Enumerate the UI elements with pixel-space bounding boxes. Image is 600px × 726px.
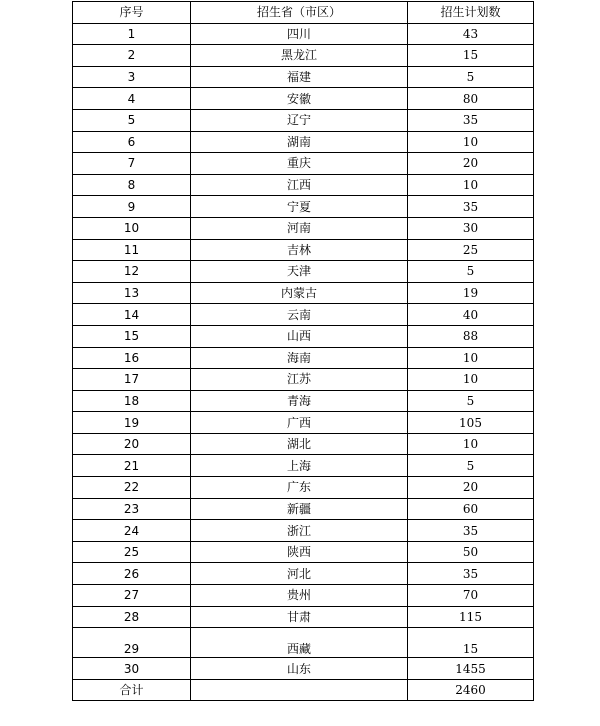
table-row (73, 628, 534, 658)
row-index: 16 (73, 347, 191, 369)
row-index: 28 (73, 606, 191, 628)
row-province: 山东 (191, 658, 408, 680)
header-count: 招生计划数 (408, 2, 534, 24)
row-count: 10 (408, 433, 534, 455)
table-row (73, 174, 534, 196)
table-row (73, 585, 534, 607)
row-count: 88 (408, 325, 534, 347)
row-province: 江苏 (191, 369, 408, 391)
row-index: 30 (73, 658, 191, 680)
row-count: 10 (408, 369, 534, 391)
table-row (73, 563, 534, 585)
row-province: 西藏 (191, 628, 408, 658)
row-index: 4 (73, 88, 191, 110)
row-index: 14 (73, 304, 191, 326)
row-index: 12 (73, 261, 191, 283)
table-row (73, 304, 534, 326)
table-row (73, 217, 534, 239)
row-count: 15 (408, 45, 534, 67)
row-province: 山西 (191, 325, 408, 347)
row-province: 福建 (191, 66, 408, 88)
row-province: 四川 (191, 23, 408, 45)
table-row (73, 261, 534, 283)
table-row (73, 239, 534, 261)
row-index: 25 (73, 541, 191, 563)
row-index: 15 (73, 325, 191, 347)
row-index: 9 (73, 196, 191, 218)
row-province: 海南 (191, 347, 408, 369)
row-count: 35 (408, 520, 534, 542)
row-count: 35 (408, 563, 534, 585)
row-index: 27 (73, 585, 191, 607)
row-index: 19 (73, 412, 191, 434)
row-province: 浙江 (191, 520, 408, 542)
row-count: 5 (408, 455, 534, 477)
row-count: 5 (408, 261, 534, 283)
table-header-row (73, 2, 534, 24)
table-row (73, 88, 534, 110)
row-index: 2 (73, 45, 191, 67)
row-province: 江西 (191, 174, 408, 196)
row-index: 17 (73, 369, 191, 391)
row-count: 43 (408, 23, 534, 45)
table-row (73, 658, 534, 680)
row-province: 安徽 (191, 88, 408, 110)
row-province: 天津 (191, 261, 408, 283)
row-count: 10 (408, 131, 534, 153)
row-index: 22 (73, 477, 191, 499)
row-province: 辽宁 (191, 109, 408, 131)
row-province: 湖北 (191, 433, 408, 455)
row-count: 35 (408, 196, 534, 218)
row-province: 河南 (191, 217, 408, 239)
table-row (73, 347, 534, 369)
row-index: 6 (73, 131, 191, 153)
row-province: 河北 (191, 563, 408, 585)
table-row (73, 66, 534, 88)
table-row (73, 477, 534, 499)
table-row (73, 325, 534, 347)
row-count: 40 (408, 304, 534, 326)
enrollment-plan-table (72, 1, 534, 701)
row-province: 上海 (191, 455, 408, 477)
header-index: 序号 (73, 2, 191, 24)
table-row (73, 369, 534, 391)
row-province: 贵州 (191, 585, 408, 607)
row-province: 甘肃 (191, 606, 408, 628)
row-province: 广西 (191, 412, 408, 434)
row-index: 8 (73, 174, 191, 196)
row-count: 5 (408, 390, 534, 412)
total-count: 2460 (408, 679, 534, 701)
row-count: 105 (408, 412, 534, 434)
total-province (191, 679, 408, 701)
row-province: 内蒙古 (191, 282, 408, 304)
row-index: 1 (73, 23, 191, 45)
header-province: 招生省（市区） (191, 2, 408, 24)
table-row (73, 23, 534, 45)
row-index: 23 (73, 498, 191, 520)
row-count: 25 (408, 239, 534, 261)
table-row (73, 196, 534, 218)
row-count: 10 (408, 174, 534, 196)
row-index: 5 (73, 109, 191, 131)
table-row (73, 520, 534, 542)
row-province: 广东 (191, 477, 408, 499)
row-index: 11 (73, 239, 191, 261)
row-count: 15 (408, 628, 534, 658)
table-row (73, 498, 534, 520)
row-province: 吉林 (191, 239, 408, 261)
table-row (73, 606, 534, 628)
table-row (73, 541, 534, 563)
row-province: 湖南 (191, 131, 408, 153)
row-count: 10 (408, 347, 534, 369)
row-index: 13 (73, 282, 191, 304)
row-index: 26 (73, 563, 191, 585)
row-province: 陕西 (191, 541, 408, 563)
row-province: 重庆 (191, 153, 408, 175)
row-count: 35 (408, 109, 534, 131)
row-count: 60 (408, 498, 534, 520)
table-row (73, 109, 534, 131)
table-row (73, 390, 534, 412)
row-count: 30 (408, 217, 534, 239)
total-row (73, 679, 534, 701)
row-count: 1455 (408, 658, 534, 680)
row-province: 青海 (191, 390, 408, 412)
row-count: 20 (408, 153, 534, 175)
row-count: 5 (408, 66, 534, 88)
table-row (73, 153, 534, 175)
row-count: 50 (408, 541, 534, 563)
row-index: 21 (73, 455, 191, 477)
row-index: 3 (73, 66, 191, 88)
row-index: 18 (73, 390, 191, 412)
row-count: 19 (408, 282, 534, 304)
row-count: 20 (408, 477, 534, 499)
row-index: 20 (73, 433, 191, 455)
row-index: 29 (73, 628, 191, 658)
table-row (73, 412, 534, 434)
table-row (73, 455, 534, 477)
row-index: 7 (73, 153, 191, 175)
row-index: 24 (73, 520, 191, 542)
row-province: 云南 (191, 304, 408, 326)
row-count: 115 (408, 606, 534, 628)
table-row (73, 45, 534, 67)
total-label: 合计 (73, 679, 191, 701)
row-province: 新疆 (191, 498, 408, 520)
row-count: 70 (408, 585, 534, 607)
table-row (73, 282, 534, 304)
row-index: 10 (73, 217, 191, 239)
row-count: 80 (408, 88, 534, 110)
table-row (73, 131, 534, 153)
row-province: 宁夏 (191, 196, 408, 218)
row-province: 黑龙江 (191, 45, 408, 67)
table-row (73, 433, 534, 455)
